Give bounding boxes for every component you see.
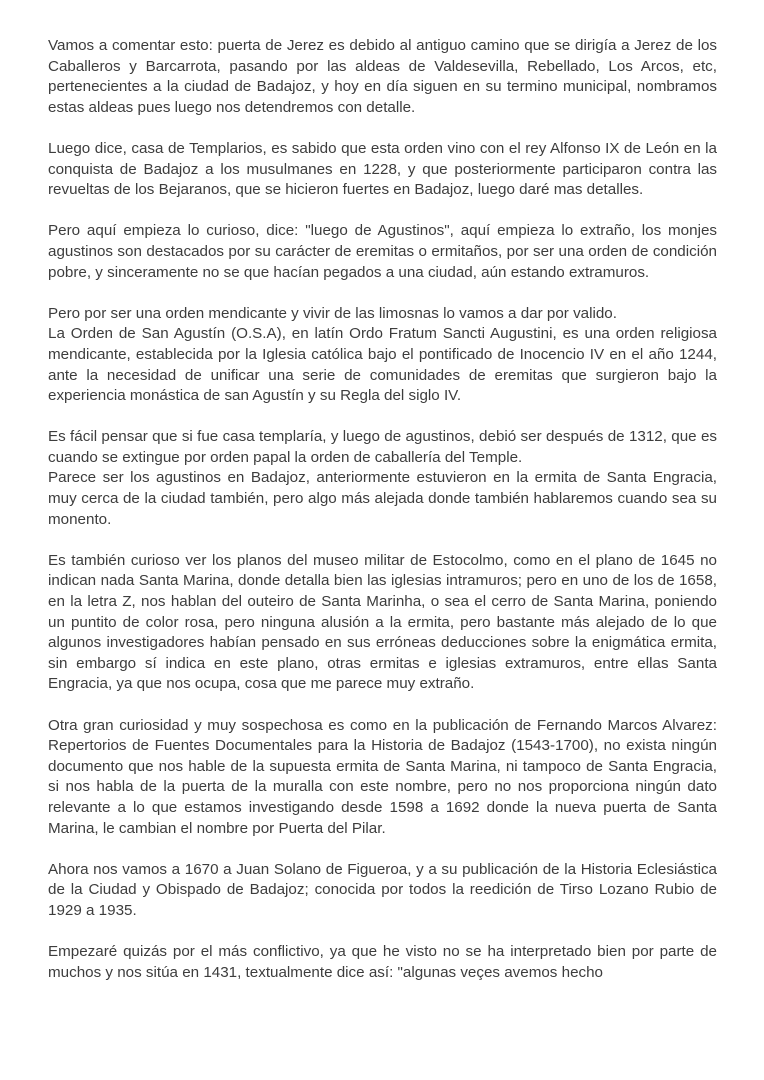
- paragraph-orden-san-agustin: La Orden de San Agustín (O.S.A), en latín Ordo Fratum Sancti Augustini, es una orden religiosa mendicante, establecida por la Iglesia católica bajo el pontificado de Inocencio IV en el año 1244, ante la necesidad de unificar una serie de comunidades de eremitas que surgieron bajo la experiencia monástica de san Agustín y su Regla del siglo IV.: [48, 325, 717, 405]
- paragraph-planos-estocolmo: Es también curioso ver los planos del museo militar de Estocolmo, como en el plano de 1645 no indican nada Santa Marina, donde detalla bien las iglesias intramuros; pero en uno de los de 1658, en la letra Z, nos hablan del outeiro de Santa Marinha, o sea el cerro de Santa Marina, poniendo un puntito de color rosa, pero ninguna alusión a la ermita, pero bastante más alejado de lo que algunos investigadores habían pensado en sus erróneas deducciones sobre la enigmática ermita, sin embargo sí indica en este plano, otras ermitas e iglesias extramuros, entre ellas Santa Engracia, ya que nos ocupa, cosa que me parece muy extraño.: [48, 551, 717, 693]
- paragraph-casa-de-templarios: Luego dice, casa de Templarios, es sabido que esta orden vino con el rey Alfonso IX de León en la conquista de Badajoz a los musulmanes en 1228, y que posteriormente participaron contra las revueltas de los Bejaranos, que se hicieron fuertes en Badajoz, luego daré mas detalles.: [48, 139, 717, 199]
- document-page: [48, 36, 717, 983]
- paragraph-agustinos: Pero aquí empieza lo curioso, dice: "luego de Agustinos", aquí empieza lo extraño, los monjes agustinos son destacados por su carácter de eremitas o ermitaños, por ser una orden de condición pobre, y sinceramente no se que hacían pegados a una ciudad, aún estando extramuros.: [48, 222, 717, 281]
- paragraph-solano-de-figueroa: Ahora nos vamos a 1670 a Juan Solano de Figueroa, y a su publicación de la Historia Eclesiástica de la Ciudad y Obispado de Badajoz; conocida por todos la reedición de Tirso Lozano Rubio de 1929 a 1935.: [48, 860, 717, 919]
- paragraph-casa-templaria: Es fácil pensar que si fue casa templaría, y luego de agustinos, debió ser después de 1312, que es cuando se extingue por orden papal la orden de caballería del Temple.: [48, 428, 717, 466]
- paragraph-fernando-marcos: Otra gran curiosidad y muy sospechosa es como en la publicación de Fernando Marcos Alvarez: Repertorios de Fuentes Documentales para la Historia de Badajoz (1543-1700), no exista ningún documento que nos hable de la supuesta ermita de Santa Marina, ni tampoco de Santa Engracia, si nos habla de la puerta de la muralla con este nombre, pero no nos proporciona ningún dato relevante a lo que estamos investigando desde 1598 a 1692 donde la nueva puerta de Santa Marina, le cambian el nombre por Puerta del Pilar.: [48, 716, 717, 837]
- paragraph-puerta-de-jerez: Vamos a comentar esto: puerta de Jerez es debido al antiguo camino que se dirigía a Jerez de los Caballeros y Barcarrota, pasando por las aldeas de Valdesevilla, Rebellado, Los Arcos, etc, pertenecientes a la ciudad de Badajoz, y hoy en día siguen en su termino municipal, nombramos estas aldeas pues luego nos detendremos con detalle.: [48, 37, 717, 116]
- paragraph-orden-mendicante: Pero por ser una orden mendicante y vivir de las limosnas lo vamos a dar por valido.: [48, 304, 617, 322]
- paragraph-santa-engracia: Parece ser los agustinos en Badajoz, anteriormente estuvieron en la ermita de Santa Engracia, muy cerca de la ciudad también, pero algo más alejada donde también hablaremos cuando sea su monento.: [48, 469, 717, 528]
- paragraph-conflictivo-1431: Empezaré quizás por el más conflictivo, ya que he visto no se ha interpretado bien por parte de muchos y nos sitúa en 1431, textualmente dice así: "algunas veçes avemos hecho: [48, 943, 717, 981]
